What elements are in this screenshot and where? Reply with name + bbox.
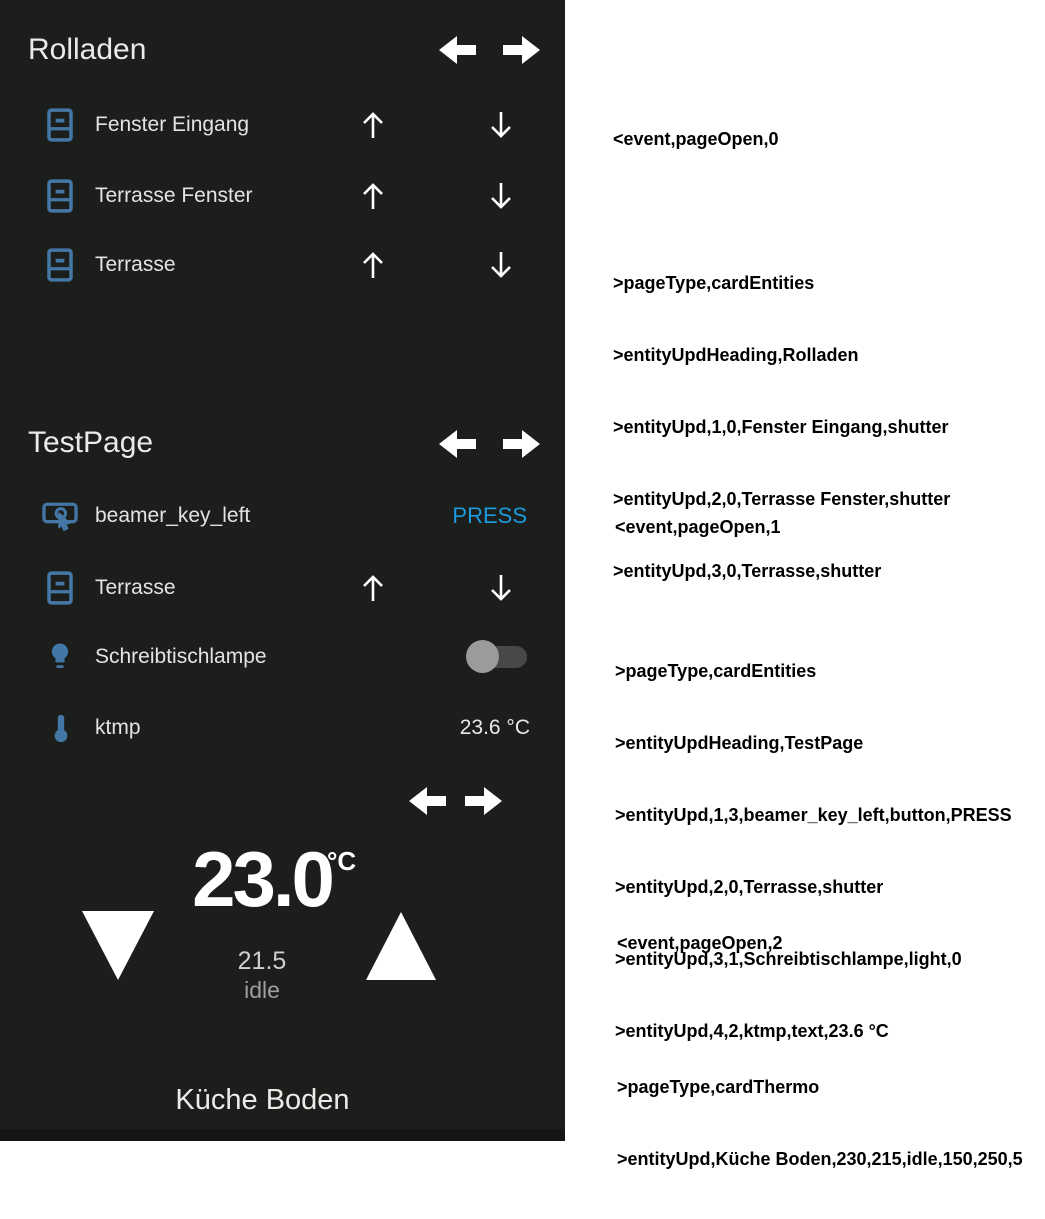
entity-label: Fenster Eingang — [95, 113, 250, 136]
entity-label: Terrasse Fenster — [95, 184, 253, 207]
protocol-line: >entityUpd,4,2,ktmp,text,23.6 °C — [615, 1021, 889, 1041]
nav-next-button[interactable] — [465, 786, 502, 816]
current-temperature: 23.0 — [192, 835, 332, 923]
protocol-line: >entityUpd,2,0,Terrasse Fenster,shutter — [613, 489, 951, 509]
protocol-line: >entityUpd,3,1,Schreibtischlampe,light,0 — [615, 949, 962, 969]
thermometer-icon — [51, 713, 71, 744]
nav-prev-button[interactable] — [439, 429, 476, 459]
arrow-right-icon — [465, 803, 502, 820]
nav-prev-button[interactable] — [439, 35, 476, 65]
protocol-line — [617, 1003, 1023, 1027]
arrow-up-icon — [360, 127, 386, 144]
shutter-up-button[interactable] — [360, 573, 386, 603]
nav-next-button[interactable] — [503, 429, 540, 459]
window-shutter-icon — [45, 248, 75, 282]
protocol-line: >pageType,cardEntities — [615, 661, 817, 681]
entity-row-fenster-eingang — [0, 103, 565, 147]
arrow-left-icon — [409, 803, 446, 820]
window-shutter-icon — [45, 108, 75, 142]
protocol-line — [613, 199, 950, 223]
arrow-left-icon — [439, 446, 476, 463]
arrow-down-icon — [488, 198, 514, 215]
temperature-unit: °C — [327, 846, 357, 876]
protocol-line: >entityUpd,3,0,Terrasse,shutter — [613, 561, 882, 581]
entity-label: beamer_key_left — [95, 504, 251, 527]
entity-row-terrasse-fenster — [0, 174, 565, 218]
target-temperature: 21.5 — [237, 947, 287, 975]
light-toggle-switch[interactable] — [466, 640, 528, 674]
window-shutter-icon — [45, 179, 75, 213]
entity-row-terrasse — [0, 566, 565, 610]
shutter-up-button[interactable] — [360, 110, 386, 140]
entity-label: Terrasse — [95, 576, 176, 599]
shutter-up-button[interactable] — [360, 181, 386, 211]
arrow-up-icon — [360, 590, 386, 607]
entity-label: ktmp — [95, 716, 141, 739]
arrow-down-icon — [488, 127, 514, 144]
entity-label: Terrasse — [95, 253, 176, 276]
shutter-up-button[interactable] — [360, 250, 386, 280]
shutter-down-button[interactable] — [488, 573, 514, 603]
shutter-down-button[interactable] — [488, 181, 514, 211]
page-title: TestPage — [28, 426, 154, 459]
press-button[interactable]: PRESS — [452, 503, 527, 528]
window-shutter-icon — [45, 571, 75, 605]
hvac-state: idle — [244, 977, 280, 1003]
protocol-line: >pageType,cardThermo — [617, 1077, 820, 1097]
gesture-tap-button-icon — [42, 500, 78, 532]
shutter-down-button[interactable] — [488, 250, 514, 280]
protocol-line — [615, 587, 1012, 611]
protocol-line: <event,pageOpen,2 — [617, 933, 783, 953]
arrow-down-icon — [488, 590, 514, 607]
entity-row-ktmp — [0, 706, 565, 750]
protocol-line: >entityUpd,1,0,Fenster Eingang,shutter — [613, 417, 949, 437]
panel-bottom-strip — [0, 1129, 565, 1141]
nav-prev-button[interactable] — [409, 786, 446, 816]
protocol-line: >entityUpdHeading,Rolladen — [613, 345, 859, 365]
lightbulb-icon — [47, 642, 73, 673]
protocol-line: >pageType,cardEntities — [613, 273, 815, 293]
protocol-line: <event,pageOpen,0 — [613, 129, 779, 149]
protocol-line: >entityUpd,2,0,Terrasse,shutter — [615, 877, 884, 897]
protocol-line: <event,pageOpen,1 — [615, 517, 781, 537]
arrow-up-icon — [360, 267, 386, 284]
arrow-right-icon — [503, 446, 540, 463]
toggle-knob — [466, 640, 499, 673]
thermostat-name: Küche Boden — [175, 1084, 350, 1116]
protocol-line: >entityUpdHeading,TestPage — [615, 733, 864, 753]
protocol-line: >entityUpd,1,3,beamer_key_left,button,PRESS — [615, 805, 1012, 825]
protocol-line: >entityUpd,Küche Boden,230,215,idle,150,250,5 — [617, 1149, 1023, 1169]
entity-row-terrasse — [0, 243, 565, 287]
arrow-down-icon — [488, 267, 514, 284]
entity-row-beamer-key-left — [0, 494, 565, 538]
protocol-block-page2 — [617, 883, 1023, 1219]
arrow-up-icon — [360, 198, 386, 215]
arrow-right-icon — [503, 52, 540, 69]
sensor-value: 23.6 °C — [459, 716, 530, 739]
entity-label: Schreibtischlampe — [95, 645, 267, 668]
arrow-left-icon — [439, 52, 476, 69]
shutter-down-button[interactable] — [488, 110, 514, 140]
entity-row-schreibtischlampe — [0, 635, 565, 679]
page-title: Rolladen — [28, 33, 147, 66]
nav-next-button[interactable] — [503, 35, 540, 65]
